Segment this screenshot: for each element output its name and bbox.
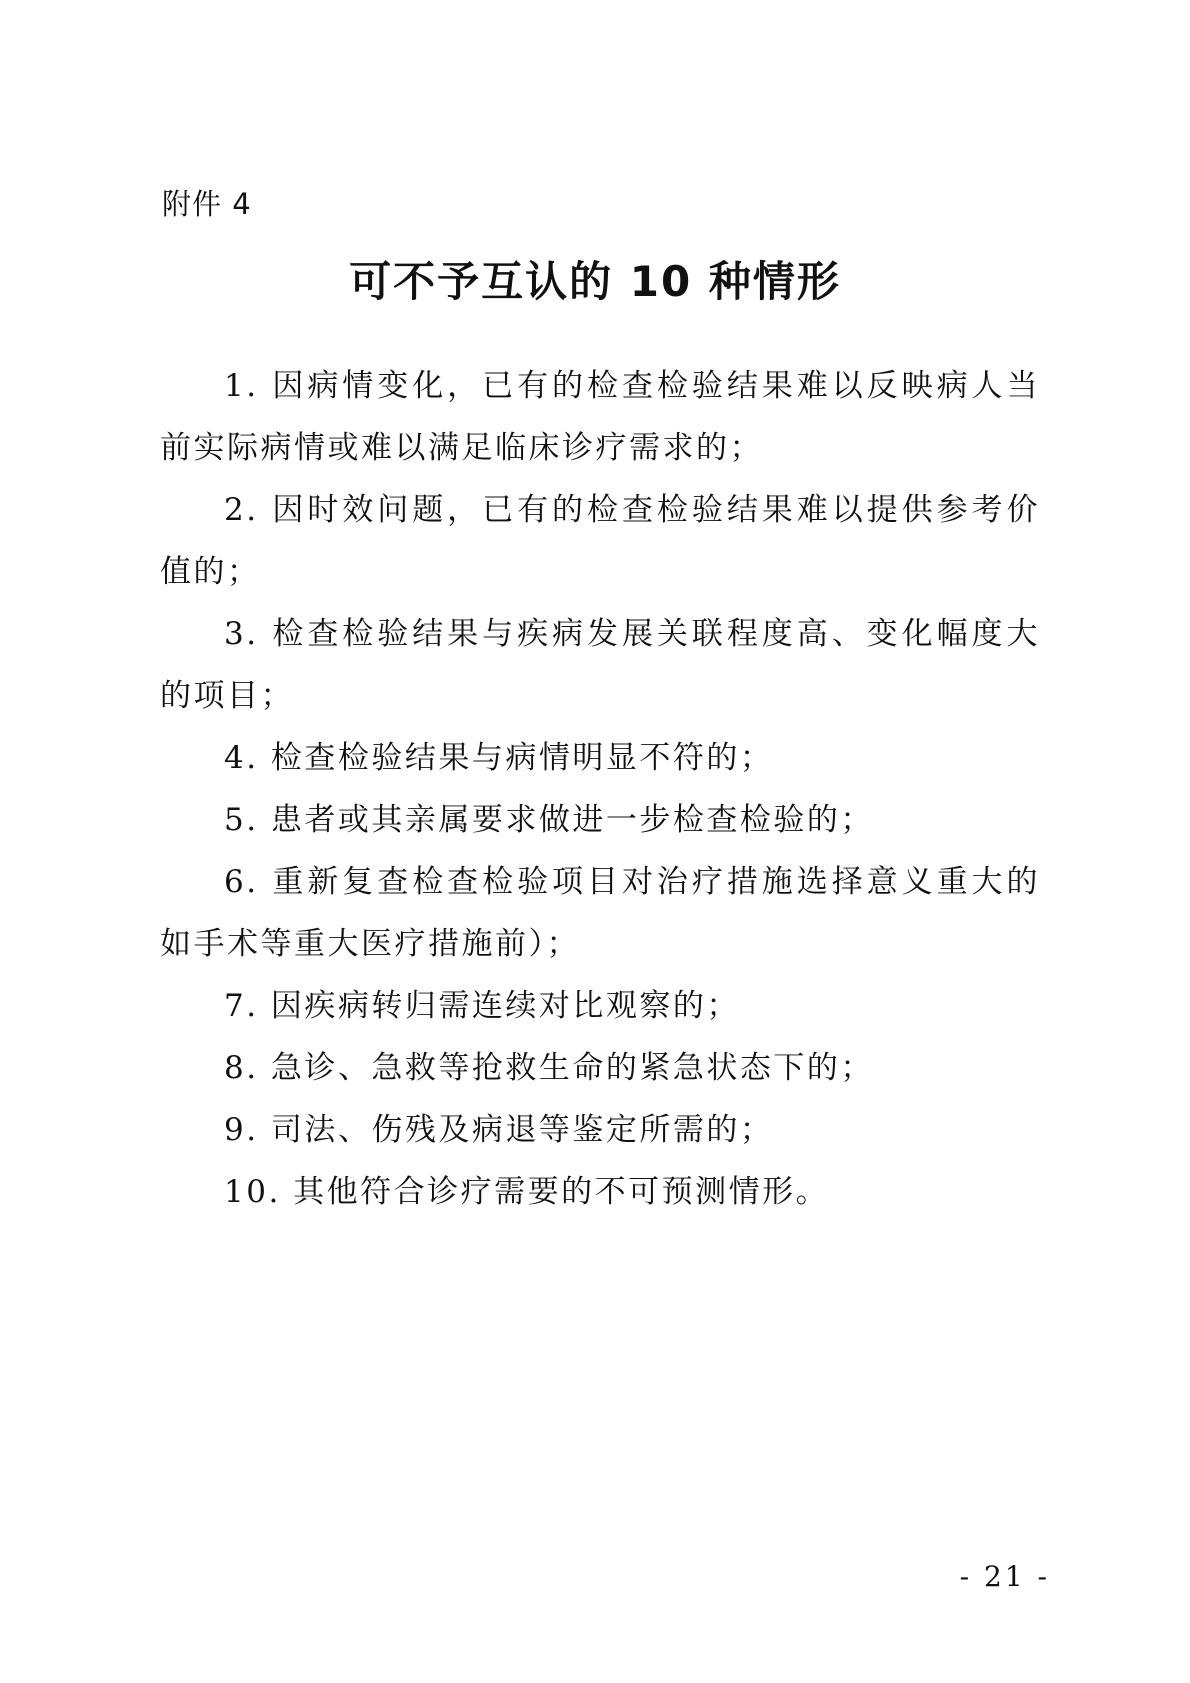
- page-number: - 21 -: [959, 1560, 1050, 1593]
- list-item: 3. 检查检验结果与疾病发展关联程度高、变化幅度大的项目；: [160, 616, 1040, 714]
- document-title: 可不予互认的 10 种情形: [349, 257, 841, 306]
- list-item: 10. 其他符合诊疗需要的不可预测情形。: [224, 1174, 830, 1210]
- list-item: 4. 检查检验结果与病情明显不符的；: [224, 740, 774, 776]
- list-item: 9. 司法、伤残及病退等鉴定所需的；: [224, 1112, 774, 1148]
- list-item: 7. 因疾病转归需连续对比观察的；: [224, 988, 740, 1024]
- list-item: 6. 重新复查检查检验项目对治疗措施选择意义重大的如手术等重大医疗措施前）；: [160, 864, 1040, 962]
- list-item: 8. 急诊、急救等抢救生命的紧急状态下的；: [224, 1050, 874, 1086]
- list-item: 2. 因时效问题，已有的检查检验结果难以提供参考价值的；: [160, 492, 1040, 590]
- list-item: 1. 因病情变化，已有的检查检验结果难以反映病人当前实际病情或难以满足临床诊疗需求的；: [160, 368, 1040, 466]
- attachment-label: 附件 4: [162, 187, 252, 221]
- document-body: [160, 355, 1040, 1223]
- list-item: 5. 患者或其亲属要求做进一步检查检验的；: [224, 802, 874, 838]
